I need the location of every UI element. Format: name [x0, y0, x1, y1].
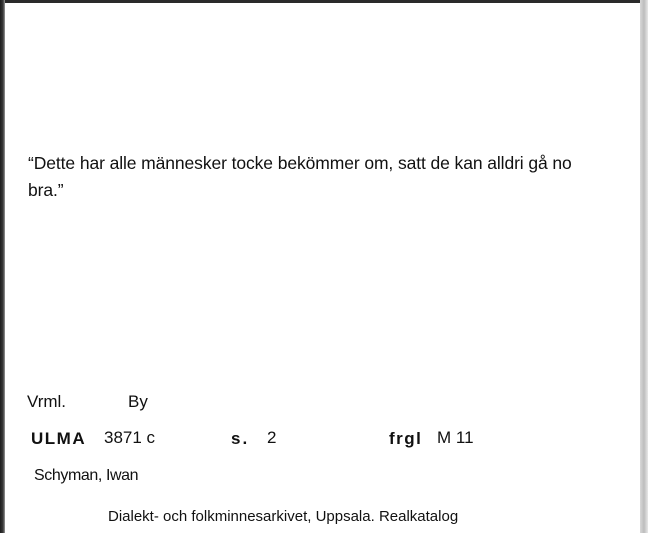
- page-number: 2: [267, 428, 277, 447]
- card-left-edge: [0, 0, 5, 533]
- quote-text: “Dette har alle männesker tocke bekömmer om, satt de kan alldri gå no bra.”: [28, 153, 572, 200]
- informant-name: Schyman, Iwan: [34, 467, 139, 484]
- vrml-label: Vrml.: [27, 392, 67, 411]
- ulma-label: ULMA: [31, 429, 87, 448]
- ulma-number: 3871 c: [104, 428, 156, 447]
- vrml-value: By: [128, 392, 148, 411]
- frgl-label: frgl: [389, 429, 423, 448]
- frgl-value: M 11: [437, 428, 474, 447]
- card-top-edge: [0, 0, 648, 3]
- page-label: s.: [231, 429, 250, 448]
- card-right-edge: [640, 0, 648, 533]
- archive-footer: Dialekt- och folkminnesarkivet, Uppsala. Realkatalog: [108, 508, 459, 525]
